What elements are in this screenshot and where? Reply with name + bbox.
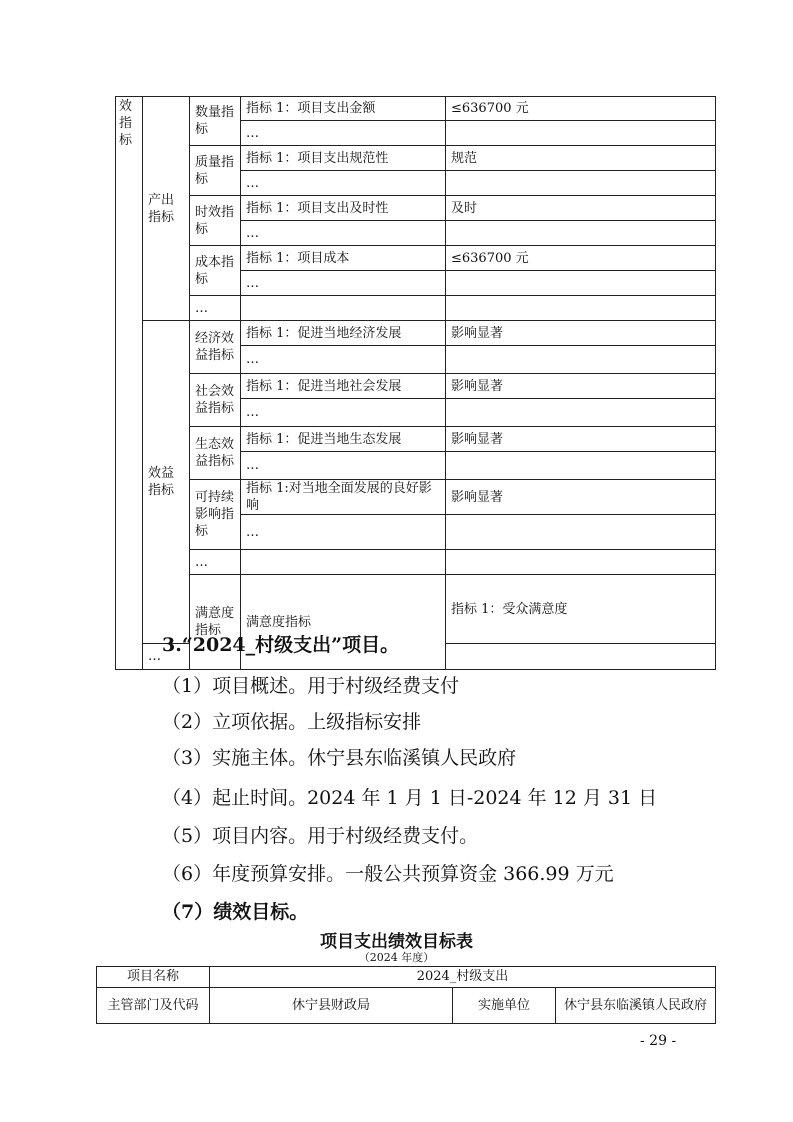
social-indicator-label: 社会效益指标: [190, 374, 241, 427]
dept-label: 主管部门及代码: [97, 988, 210, 1024]
project-info-table: [96, 966, 716, 1024]
cost-indicator-value: ≤636700 元: [446, 246, 716, 271]
impl-value: 休宁县东临溪镇人民政府: [556, 988, 716, 1024]
sustainable-indicator-name: 指标 1:对当地全面发展的良好影响: [241, 480, 446, 515]
ellipsis-cell: …: [241, 271, 446, 296]
social-indicator-value: 影响显著: [446, 374, 716, 399]
ellipsis-cell: …: [241, 346, 446, 374]
ecological-indicator-label: 生态效益指标: [190, 427, 241, 480]
ellipsis-cell: …: [241, 221, 446, 246]
period-paragraph: （4）起止时间。2024 年 1 月 1 日-2024 年 12 月 31 日: [162, 787, 658, 809]
page-number: - 29 -: [640, 1033, 677, 1049]
ellipsis-cell: …: [143, 644, 190, 670]
dept-value: 休宁县财政局: [210, 988, 453, 1024]
cost-indicator-name: 指标 1：项目成本: [241, 246, 446, 271]
level1-category: 效指标: [116, 97, 143, 670]
satisfaction-indicator-label: 满意度指标: [190, 575, 241, 670]
ecological-indicator-value: 影响显著: [446, 427, 716, 452]
ellipsis-cell: …: [190, 550, 241, 575]
performance-indicator-table: [115, 96, 716, 670]
ecological-indicator-name: 指标 1：促进当地生态发展: [241, 427, 446, 452]
quantity-indicator-name: 指标 1：项目支出金额: [241, 97, 446, 121]
timeliness-indicator-value: 及时: [446, 196, 716, 221]
satisfaction-indicator-name: 指标 1：受众满意度: [446, 575, 716, 644]
overview-paragraph: （1）项目概述。用于村级经费支付: [162, 675, 460, 697]
budget-paragraph: （6）年度预算安排。一般公共预算资金 366.99 万元: [162, 863, 614, 885]
ellipsis-cell: …: [241, 121, 446, 146]
quality-indicator-value: 规范: [446, 146, 716, 171]
sustainable-indicator-label: 可持续影响指标: [190, 480, 241, 550]
table-year: （2024 年度）: [358, 951, 435, 964]
implementer-paragraph: （3）实施主体。休宁县东临溪镇人民政府: [162, 747, 517, 769]
project-name-label: 项目名称: [97, 967, 210, 988]
table-title: 项目支出绩效目标表: [320, 932, 473, 952]
ellipsis-cell: …: [241, 399, 446, 427]
quality-indicator-name: 指标 1：项目支出规范性: [241, 146, 446, 171]
social-indicator-name: 指标 1：促进当地社会发展: [241, 374, 446, 399]
timeliness-indicator-name: 指标 1：项目支出及时性: [241, 196, 446, 221]
ellipsis-cell: …: [241, 452, 446, 480]
project-name-value: 2024_村级支出: [210, 967, 716, 988]
timeliness-indicator-label: 时效指标: [190, 196, 241, 246]
benefit-indicator-label: 效益指标: [143, 321, 190, 644]
section-title: 3.“2024_村级支出”项目。: [162, 634, 400, 656]
cost-indicator-label: 成本指标: [190, 246, 241, 296]
satisfaction-sub-label: 满意度指标: [241, 575, 446, 670]
goal-paragraph: （7）绩效目标。: [162, 901, 309, 923]
economic-indicator-name: 指标 1：促进当地经济发展: [241, 321, 446, 346]
ellipsis-cell: …: [190, 296, 241, 321]
economic-indicator-label: 经济效益指标: [190, 321, 241, 374]
ellipsis-cell: …: [241, 171, 446, 196]
output-indicator-label: 产出指标: [143, 97, 190, 321]
quantity-indicator-value: ≤636700 元: [446, 97, 716, 121]
impl-label: 实施单位: [453, 988, 556, 1024]
content-paragraph: （5）项目内容。用于村级经费支付。: [162, 825, 479, 847]
sustainable-indicator-value: 影响显著: [446, 480, 716, 515]
quality-indicator-label: 质量指标: [190, 146, 241, 196]
economic-indicator-value: 影响显著: [446, 321, 716, 346]
quantity-indicator-label: 数量指标: [190, 97, 241, 146]
ellipsis-cell: …: [241, 515, 446, 550]
basis-paragraph: （2）立项依据。上级指标安排: [162, 711, 422, 733]
